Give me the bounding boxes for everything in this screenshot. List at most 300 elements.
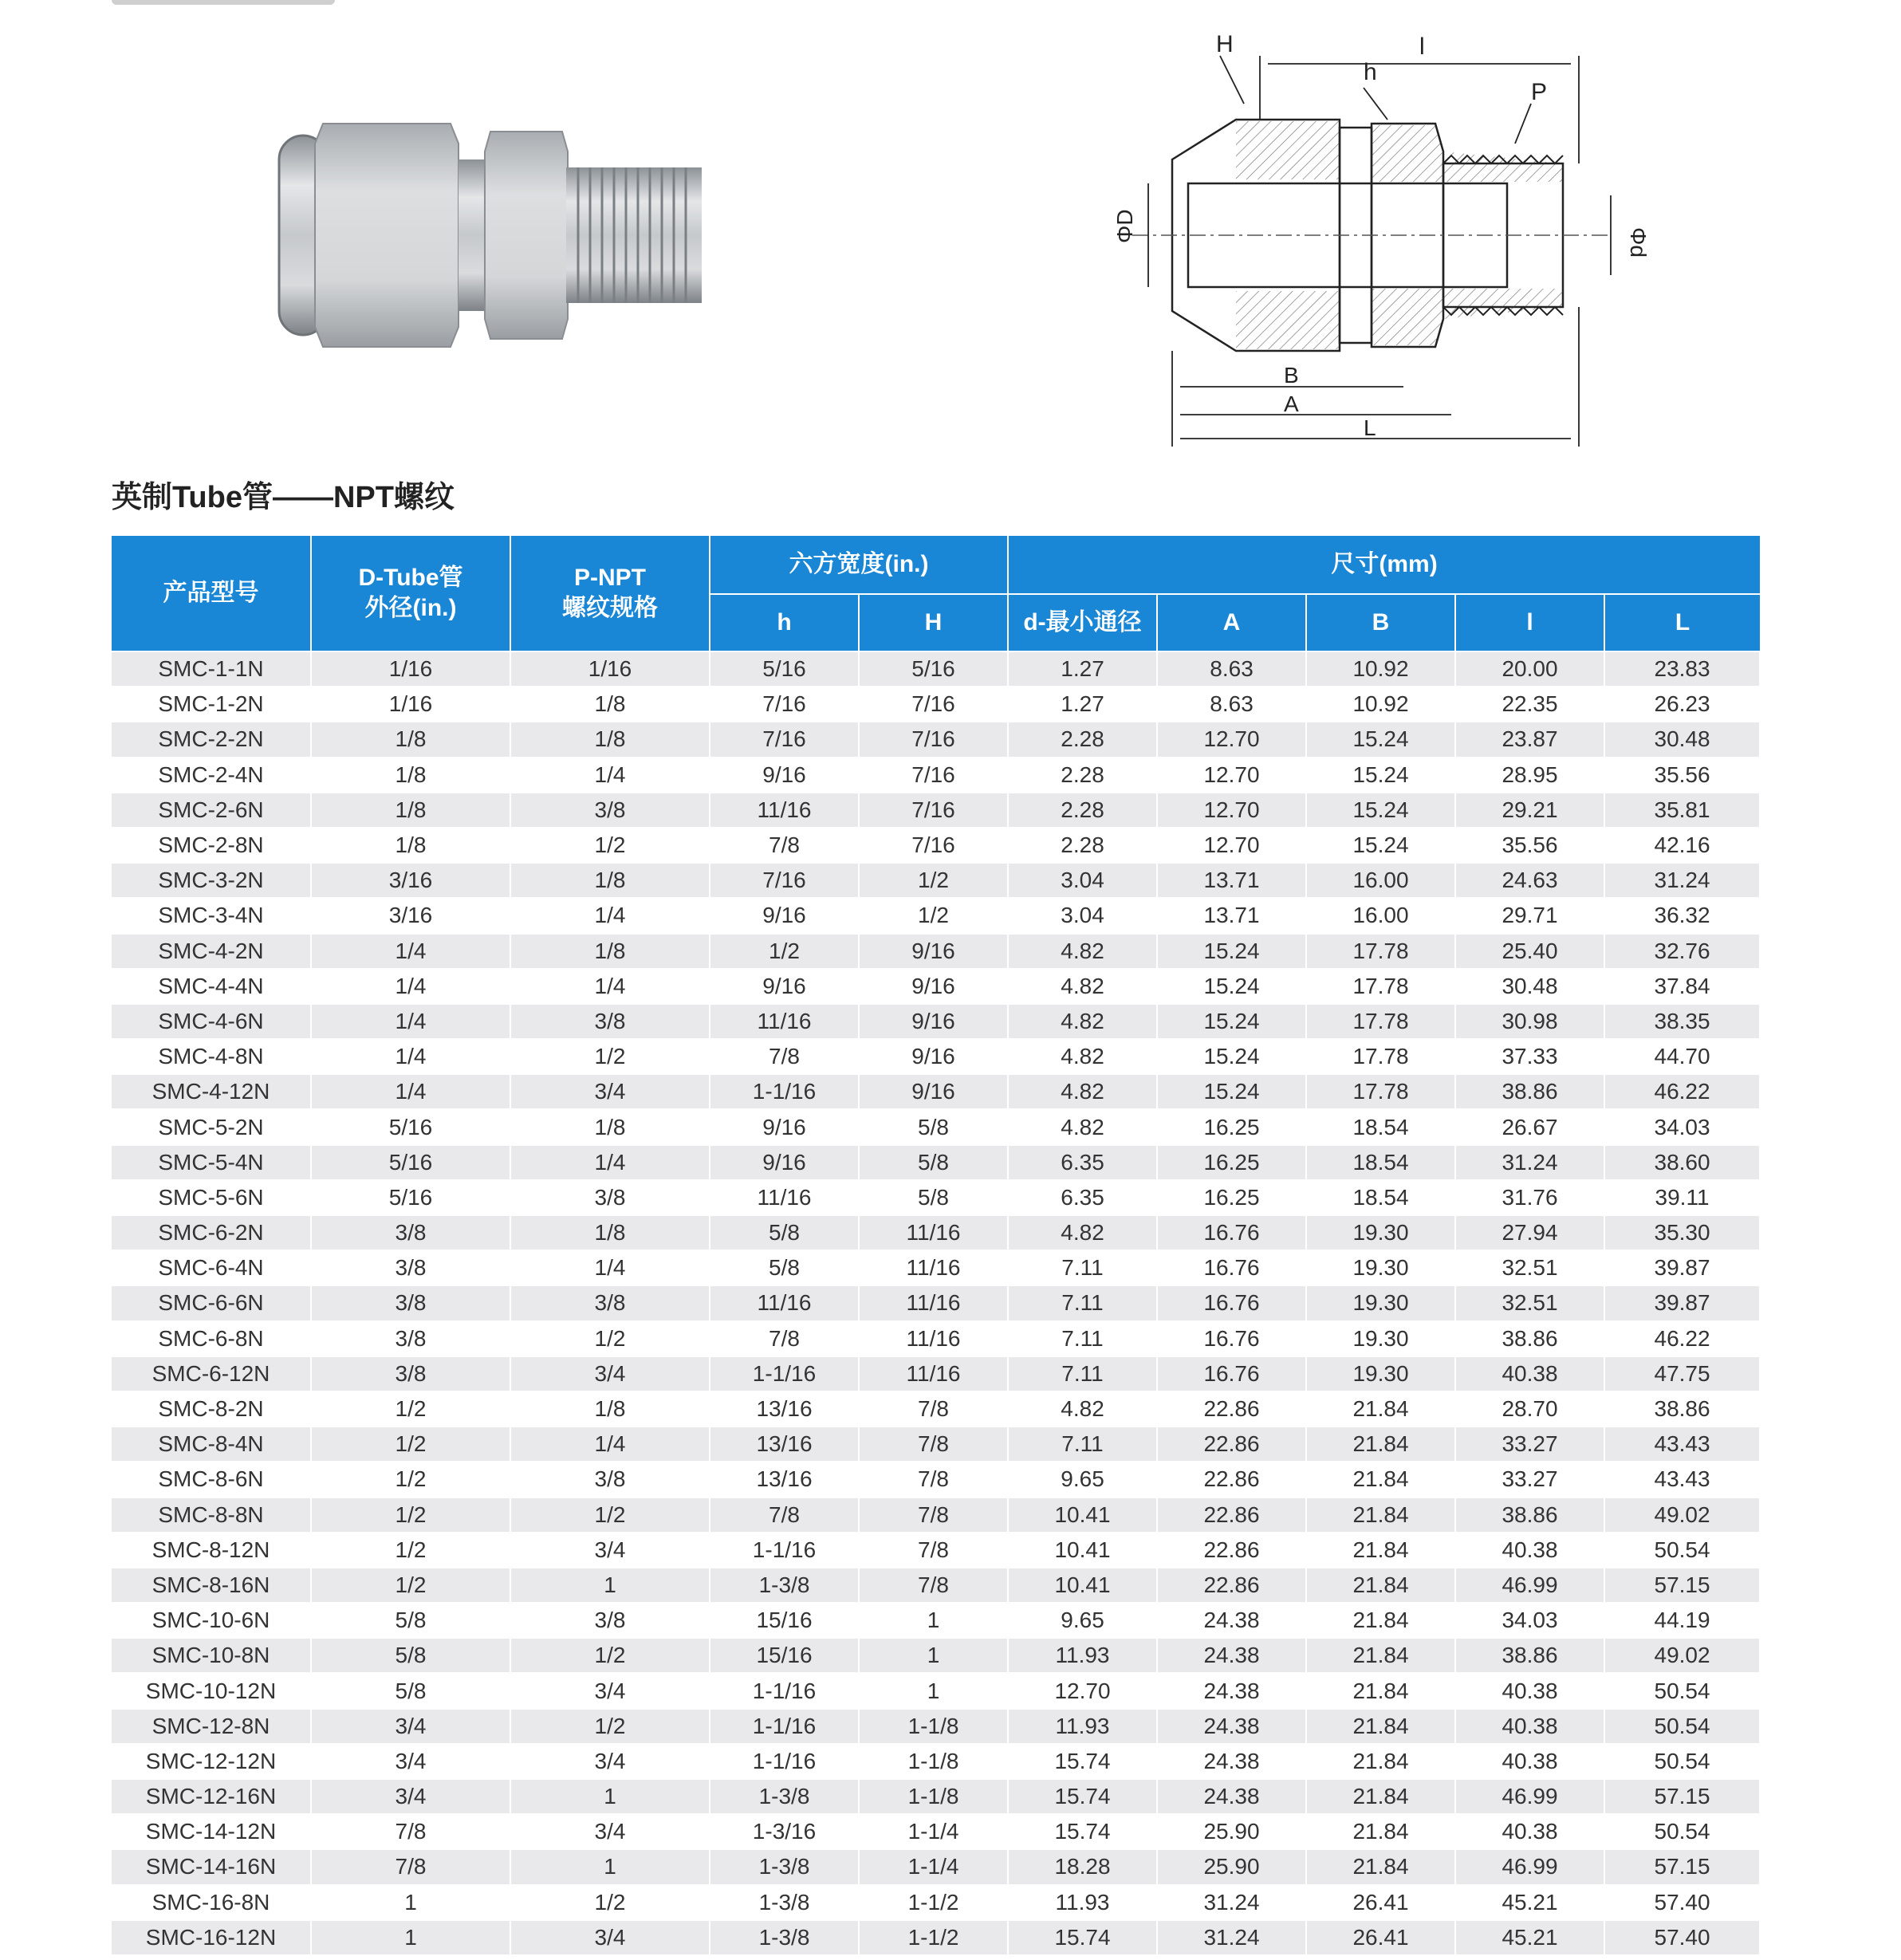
cell-model: SMC-4-6N [112,1004,311,1039]
cell-dim-B: 16.00 [1306,898,1455,933]
cell-npt: 1/8 [510,687,710,722]
table-row [112,1427,1760,1462]
table-row [112,1920,1760,1955]
cell-hex-H: 7/8 [859,1427,1008,1462]
cell-tube-od: 1/2 [311,1391,510,1427]
table-row [112,1568,1760,1603]
cell-dim-A: 16.76 [1157,1356,1306,1391]
cell-dim-l: 34.03 [1455,1603,1604,1638]
cell-d-min: 2.28 [1008,758,1157,793]
cell-hex-h: 1-3/8 [710,1568,859,1603]
cell-d-min: 4.82 [1008,934,1157,969]
cell-hex-h: 9/16 [710,898,859,933]
label-phid: Φd [1626,227,1651,258]
cell-model: SMC-2-4N [112,758,311,793]
cell-dim-B: 21.84 [1306,1779,1455,1814]
header-d-min: d-最小通径 [1008,594,1157,651]
cell-model: SMC-8-2N [112,1391,311,1427]
header-hex-group: 六方宽度(in.) [710,536,1008,594]
cell-npt: 3/4 [510,1356,710,1391]
cell-npt: 3/4 [510,1744,710,1779]
cell-hex-h: 1-1/16 [710,1744,859,1779]
cell-dim-A: 16.25 [1157,1109,1306,1144]
table-row [112,1638,1760,1673]
cell-model: SMC-16-8N [112,1885,311,1920]
cell-hex-H: 1-1/4 [859,1849,1008,1884]
cell-d-min: 7.11 [1008,1427,1157,1462]
cell-dim-A: 16.25 [1157,1145,1306,1180]
cell-hex-H: 11/16 [859,1215,1008,1250]
header-L: L [1604,594,1760,651]
label-h: h [1364,59,1377,85]
header-B: B [1306,594,1455,651]
cell-tube-od: 3/16 [311,898,510,933]
cell-hex-H: 11/16 [859,1321,1008,1356]
cell-npt: 1/2 [510,1321,710,1356]
cell-dim-A: 15.24 [1157,969,1306,1004]
cell-model: SMC-6-12N [112,1356,311,1391]
cell-dim-A: 15.24 [1157,1004,1306,1039]
cell-dim-l: 31.24 [1455,1145,1604,1180]
cell-hex-H: 1-1/4 [859,1814,1008,1849]
cell-hex-H: 7/8 [859,1568,1008,1603]
cell-dim-l: 38.86 [1455,1321,1604,1356]
cell-npt: 1/8 [510,722,710,757]
table-row [112,1814,1760,1849]
table-row [112,1849,1760,1884]
cell-dim-L: 35.30 [1604,1215,1760,1250]
cell-dim-B: 21.84 [1306,1391,1455,1427]
cell-tube-od: 1/2 [311,1427,510,1462]
cell-dim-A: 22.86 [1157,1391,1306,1427]
cell-hex-h: 7/8 [710,1321,859,1356]
cell-model: SMC-12-16N [112,1779,311,1814]
cell-dim-L: 38.86 [1604,1391,1760,1427]
cell-dim-A: 25.90 [1157,1849,1306,1884]
cell-dim-l: 33.27 [1455,1462,1604,1497]
header-npt-line1: P-NPT [574,565,646,591]
cell-dim-A: 24.38 [1157,1709,1306,1744]
cell-d-min: 4.82 [1008,1004,1157,1039]
cell-tube-od: 7/8 [311,1849,510,1884]
cell-hex-H: 5/16 [859,651,1008,687]
cell-model: SMC-8-6N [112,1462,311,1497]
cell-d-min: 6.35 [1008,1180,1157,1215]
cell-dim-B: 21.84 [1306,1533,1455,1568]
cell-tube-od: 1 [311,1885,510,1920]
cell-dim-l: 32.51 [1455,1250,1604,1285]
cell-dim-A: 16.76 [1157,1250,1306,1285]
cell-hex-H: 1-1/8 [859,1779,1008,1814]
cell-d-min: 4.82 [1008,1391,1157,1427]
cross-section-drawing [1100,32,1659,462]
cell-model: SMC-12-12N [112,1744,311,1779]
cell-dim-B: 21.84 [1306,1638,1455,1673]
table-row [112,1321,1760,1356]
cell-model: SMC-4-12N [112,1074,311,1109]
cell-npt: 1 [510,1568,710,1603]
cell-dim-L: 42.16 [1604,828,1760,863]
cell-hex-H: 7/16 [859,793,1008,828]
cell-dim-l: 40.38 [1455,1814,1604,1849]
cell-npt: 1/2 [510,1039,710,1074]
cell-dim-l: 28.70 [1455,1391,1604,1427]
cell-tube-od: 1 [311,1920,510,1955]
cell-dim-A: 12.70 [1157,828,1306,863]
cell-dim-B: 21.84 [1306,1814,1455,1849]
header-A: A [1157,594,1306,651]
table-row [112,1533,1760,1568]
cell-dim-A: 13.71 [1157,863,1306,898]
cell-npt: 1/4 [510,969,710,1004]
cell-dim-B: 18.54 [1306,1109,1455,1144]
cell-dim-L: 36.32 [1604,898,1760,933]
cell-model: SMC-5-2N [112,1109,311,1144]
cell-hex-h: 9/16 [710,1145,859,1180]
cell-hex-H: 5/8 [859,1180,1008,1215]
cell-npt: 3/4 [510,1074,710,1109]
cell-npt: 3/4 [510,1533,710,1568]
table-row [112,1074,1760,1109]
cell-npt: 3/8 [510,793,710,828]
cell-dim-l: 38.86 [1455,1498,1604,1533]
cell-dim-l: 30.48 [1455,969,1604,1004]
cell-model: SMC-16-12N [112,1920,311,1955]
cell-dim-B: 21.84 [1306,1709,1455,1744]
cell-hex-H: 7/8 [859,1498,1008,1533]
cell-dim-A: 24.38 [1157,1638,1306,1673]
cell-hex-h: 11/16 [710,1004,859,1039]
cell-dim-l: 32.51 [1455,1285,1604,1320]
cell-dim-l: 26.67 [1455,1109,1604,1144]
table-row [112,1180,1760,1215]
cell-dim-l: 25.40 [1455,934,1604,969]
table-row [112,1215,1760,1250]
cell-d-min: 4.82 [1008,1109,1157,1144]
cell-dim-L: 23.83 [1604,651,1760,687]
cell-dim-B: 21.84 [1306,1568,1455,1603]
cell-tube-od: 3/8 [311,1285,510,1320]
cell-dim-L: 30.48 [1604,722,1760,757]
table-row [112,1709,1760,1744]
cell-d-min: 4.82 [1008,1074,1157,1109]
cell-npt: 1/4 [510,1250,710,1285]
cell-model: SMC-6-8N [112,1321,311,1356]
header-tube-od-line2: 外径(in.) [364,595,457,621]
cell-dim-A: 24.38 [1157,1673,1306,1708]
cell-tube-od: 3/4 [311,1779,510,1814]
cell-hex-H: 7/16 [859,722,1008,757]
cell-dim-B: 19.30 [1306,1250,1455,1285]
cell-dim-L: 49.02 [1604,1498,1760,1533]
cell-dim-B: 15.24 [1306,758,1455,793]
cell-dim-l: 20.00 [1455,651,1604,687]
cell-d-min: 6.35 [1008,1145,1157,1180]
table-row [112,1109,1760,1144]
cell-tube-od: 3/8 [311,1215,510,1250]
cell-model: SMC-12-8N [112,1709,311,1744]
cell-dim-l: 30.98 [1455,1004,1604,1039]
cell-tube-od: 1/2 [311,1498,510,1533]
cell-dim-A: 8.63 [1157,651,1306,687]
cell-npt: 1/16 [510,651,710,687]
cell-npt: 1/8 [510,1109,710,1144]
cell-hex-h: 7/8 [710,1039,859,1074]
cell-dim-L: 35.81 [1604,793,1760,828]
cell-model: SMC-4-2N [112,934,311,969]
cell-d-min: 10.41 [1008,1498,1157,1533]
cell-hex-H: 1/2 [859,863,1008,898]
cell-dim-l: 31.76 [1455,1180,1604,1215]
cell-dim-A: 15.24 [1157,934,1306,969]
cell-tube-od: 1/8 [311,828,510,863]
cell-dim-l: 46.99 [1455,1849,1604,1884]
cell-dim-L: 26.23 [1604,687,1760,722]
cell-tube-od: 5/8 [311,1603,510,1638]
cell-dim-A: 15.24 [1157,1039,1306,1074]
cell-dim-B: 26.41 [1306,1920,1455,1955]
cell-d-min: 11.93 [1008,1709,1157,1744]
cell-model: SMC-2-2N [112,722,311,757]
label-A: A [1284,392,1299,416]
cell-hex-H: 5/8 [859,1145,1008,1180]
cell-hex-h: 7/8 [710,1498,859,1533]
cell-dim-L: 39.11 [1604,1180,1760,1215]
cell-dim-A: 24.38 [1157,1779,1306,1814]
cell-dim-l: 45.21 [1455,1885,1604,1920]
cell-npt: 1/4 [510,758,710,793]
cell-tube-od: 1/16 [311,651,510,687]
label-P: P [1531,79,1548,105]
table-row [112,1145,1760,1180]
cell-npt: 3/8 [510,1285,710,1320]
cell-tube-od: 5/8 [311,1673,510,1708]
spec-table-body [112,651,1760,1955]
cell-dim-L: 38.60 [1604,1145,1760,1180]
cell-hex-h: 1/2 [710,934,859,969]
cell-dim-B: 17.78 [1306,969,1455,1004]
cell-d-min: 10.41 [1008,1533,1157,1568]
cell-npt: 3/4 [510,1673,710,1708]
cell-tube-od: 1/2 [311,1533,510,1568]
cell-tube-od: 5/16 [311,1180,510,1215]
header-tube-od [311,536,510,651]
cell-dim-l: 29.71 [1455,898,1604,933]
cell-d-min: 3.04 [1008,863,1157,898]
cell-dim-A: 22.86 [1157,1498,1306,1533]
cell-hex-h: 9/16 [710,758,859,793]
cell-npt: 1 [510,1849,710,1884]
cell-d-min: 3.04 [1008,898,1157,933]
cell-hex-H: 1-1/8 [859,1744,1008,1779]
cell-dim-l: 33.27 [1455,1427,1604,1462]
cell-dim-L: 35.56 [1604,758,1760,793]
cell-npt: 1/8 [510,1391,710,1427]
cell-dim-L: 38.35 [1604,1004,1760,1039]
cell-dim-A: 16.25 [1157,1180,1306,1215]
cell-npt: 1/2 [510,828,710,863]
cell-tube-od: 3/16 [311,863,510,898]
cell-hex-H: 9/16 [859,969,1008,1004]
cell-dim-L: 39.87 [1604,1250,1760,1285]
cell-dim-A: 31.24 [1157,1885,1306,1920]
cell-hex-h: 13/16 [710,1462,859,1497]
cell-dim-A: 22.86 [1157,1462,1306,1497]
cell-dim-A: 22.86 [1157,1533,1306,1568]
cell-hex-H: 1-1/2 [859,1885,1008,1920]
cell-model: SMC-3-2N [112,863,311,898]
table-row [112,934,1760,969]
cell-dim-L: 50.54 [1604,1533,1760,1568]
cell-hex-H: 7/8 [859,1533,1008,1568]
cell-dim-l: 40.38 [1455,1356,1604,1391]
cell-d-min: 9.65 [1008,1603,1157,1638]
cell-hex-H: 1-1/2 [859,1920,1008,1955]
cell-dim-B: 21.84 [1306,1462,1455,1497]
cell-dim-L: 39.87 [1604,1285,1760,1320]
cell-dim-l: 46.99 [1455,1568,1604,1603]
cell-model: SMC-14-16N [112,1849,311,1884]
cell-npt: 3/8 [510,1180,710,1215]
cell-dim-A: 22.86 [1157,1427,1306,1462]
cell-hex-H: 9/16 [859,1039,1008,1074]
header-h: h [710,594,859,651]
cell-dim-l: 40.38 [1455,1709,1604,1744]
header-tube-od-line1: D-Tube管 [358,565,463,591]
cell-hex-h: 7/16 [710,687,859,722]
cell-dim-L: 47.75 [1604,1356,1760,1391]
cell-dim-B: 21.84 [1306,1498,1455,1533]
cell-dim-l: 24.63 [1455,863,1604,898]
cell-dim-B: 18.54 [1306,1145,1455,1180]
cell-hex-H: 11/16 [859,1356,1008,1391]
cell-npt: 3/8 [510,1004,710,1039]
cell-d-min: 7.11 [1008,1321,1157,1356]
table-row [112,722,1760,757]
cell-tube-od: 1/8 [311,722,510,757]
cell-d-min: 11.93 [1008,1638,1157,1673]
cell-hex-h: 1-1/16 [710,1356,859,1391]
cell-model: SMC-1-2N [112,687,311,722]
cell-hex-h: 15/16 [710,1638,859,1673]
cell-model: SMC-6-2N [112,1215,311,1250]
header-l: l [1455,594,1604,651]
cell-d-min: 4.82 [1008,1215,1157,1250]
cell-hex-h: 1-3/8 [710,1779,859,1814]
header-npt [510,536,710,651]
cell-npt: 1/2 [510,1709,710,1744]
cell-dim-A: 16.76 [1157,1215,1306,1250]
label-phiD: ΦD [1112,209,1137,243]
cell-d-min: 15.74 [1008,1814,1157,1849]
table-row [112,1285,1760,1320]
cell-dim-L: 43.43 [1604,1462,1760,1497]
cell-npt: 1/4 [510,1145,710,1180]
cell-dim-B: 19.30 [1306,1356,1455,1391]
cell-dim-B: 21.84 [1306,1603,1455,1638]
cell-d-min: 2.28 [1008,722,1157,757]
cell-dim-L: 32.76 [1604,934,1760,969]
cell-model: SMC-5-4N [112,1145,311,1180]
cell-dim-B: 10.92 [1306,651,1455,687]
table-row [112,1004,1760,1039]
header-H: H [859,594,1008,651]
cell-tube-od: 1/4 [311,1004,510,1039]
cell-hex-h: 1-1/16 [710,1673,859,1708]
cell-hex-H: 9/16 [859,934,1008,969]
cell-hex-h: 1-3/8 [710,1885,859,1920]
cell-dim-l: 45.21 [1455,1920,1604,1955]
cell-model: SMC-6-4N [112,1250,311,1285]
cell-tube-od: 1/4 [311,934,510,969]
cell-npt: 1/2 [510,1498,710,1533]
cell-dim-A: 24.38 [1157,1744,1306,1779]
cell-hex-H: 1 [859,1603,1008,1638]
table-row [112,651,1760,687]
cell-hex-h: 7/8 [710,828,859,863]
cell-dim-l: 37.33 [1455,1039,1604,1074]
cell-dim-A: 12.70 [1157,722,1306,757]
cell-hex-h: 15/16 [710,1603,859,1638]
cell-d-min: 11.93 [1008,1885,1157,1920]
cell-dim-l: 27.94 [1455,1215,1604,1250]
cell-dim-l: 38.86 [1455,1638,1604,1673]
cell-hex-H: 1 [859,1638,1008,1673]
cell-tube-od: 5/16 [311,1109,510,1144]
label-B: B [1284,363,1299,388]
cell-tube-od: 1/2 [311,1462,510,1497]
label-H-top: H [1216,32,1234,57]
cell-npt: 1/8 [510,934,710,969]
cell-dim-L: 57.40 [1604,1920,1760,1955]
cell-model: SMC-8-16N [112,1568,311,1603]
cell-model: SMC-10-8N [112,1638,311,1673]
table-row [112,1250,1760,1285]
table-row [112,863,1760,898]
cell-hex-h: 1-1/16 [710,1533,859,1568]
cell-d-min: 7.11 [1008,1250,1157,1285]
cell-d-min: 18.28 [1008,1849,1157,1884]
header-npt-line2: 螺纹规格 [562,595,658,621]
table-row [112,758,1760,793]
cell-dim-A: 8.63 [1157,687,1306,722]
cell-model: SMC-2-6N [112,793,311,828]
cell-d-min: 7.11 [1008,1285,1157,1320]
cell-hex-H: 7/8 [859,1391,1008,1427]
cell-hex-H: 7/16 [859,758,1008,793]
cell-npt: 3/8 [510,1603,710,1638]
table-row [112,1744,1760,1779]
cell-npt: 1/2 [510,1885,710,1920]
cell-d-min: 12.70 [1008,1673,1157,1708]
cell-hex-h: 11/16 [710,793,859,828]
cell-dim-L: 37.84 [1604,969,1760,1004]
cell-dim-l: 46.99 [1455,1779,1604,1814]
cell-npt: 1/4 [510,1427,710,1462]
cell-dim-B: 17.78 [1306,934,1455,969]
cell-tube-od: 3/8 [311,1321,510,1356]
cell-tube-od: 5/8 [311,1638,510,1673]
cell-dim-B: 17.78 [1306,1039,1455,1074]
cell-dim-B: 15.24 [1306,722,1455,757]
cell-dim-L: 50.54 [1604,1744,1760,1779]
cell-d-min: 15.74 [1008,1920,1157,1955]
cell-dim-A: 25.90 [1157,1814,1306,1849]
header-model: 产品型号 [112,536,311,651]
cell-hex-H: 5/8 [859,1109,1008,1144]
cell-model: SMC-10-6N [112,1603,311,1638]
cell-model: SMC-14-12N [112,1814,311,1849]
